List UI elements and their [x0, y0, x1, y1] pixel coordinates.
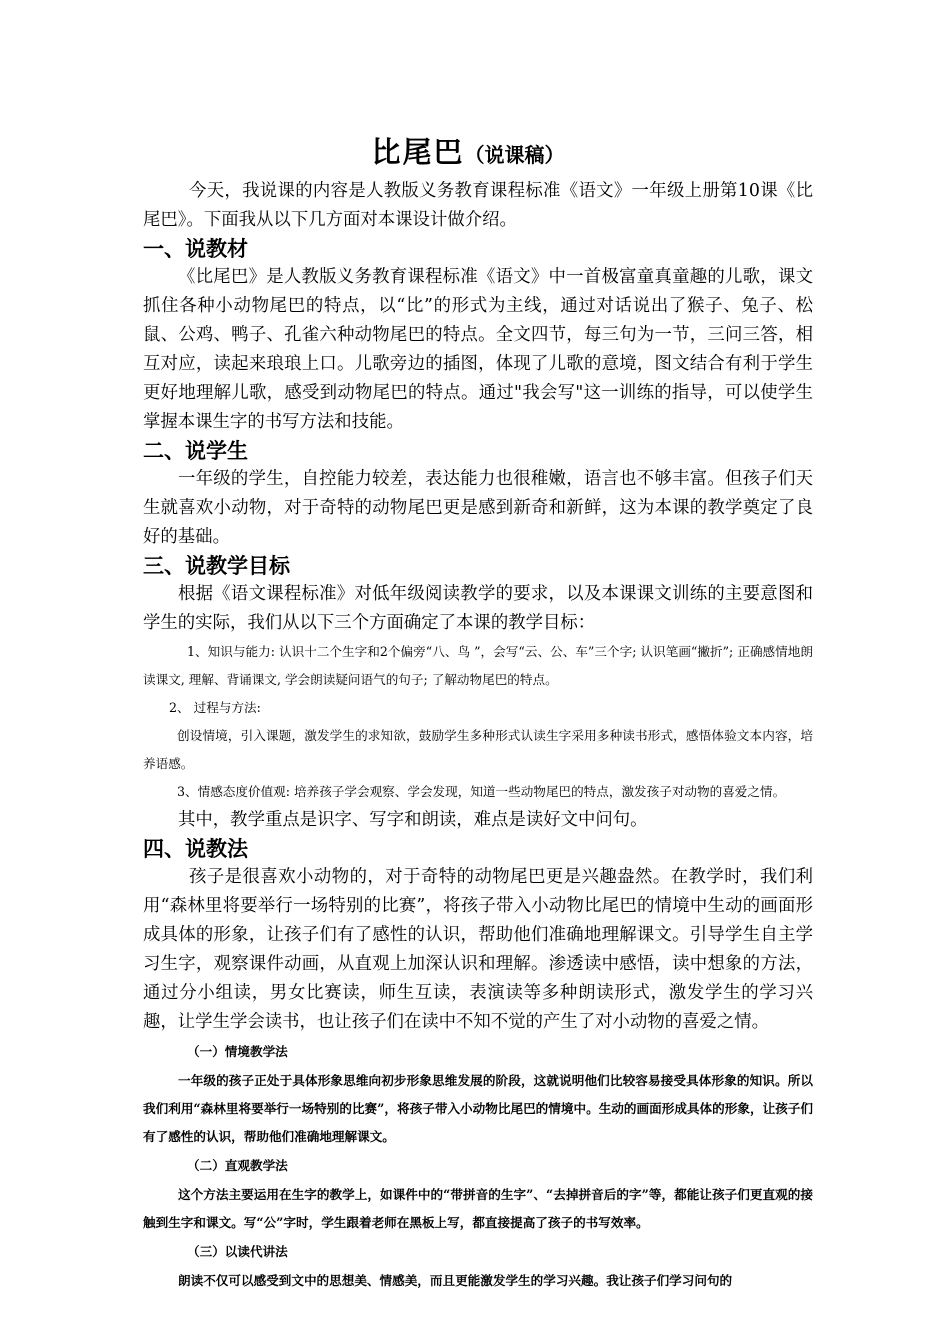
method-label-reading: （三）以读代讲法 [187, 1244, 288, 1259]
section-text-materials: 《比尾巴》是人教版义务教育课程标准《语文》中一首极富童真童趣的儿歌，课文抓住各种小动物尾巴的特点，以“比”的形式为主线，通过对话说出了猴子、兔子、松鼠、公鸡、鸭子、孔雀六种动物尾巴的特点。全文四节，每三句为一节，三问三答，相互对应，读起来琅琅上口。儿歌旁边的插图，体现了儿歌的意境，图文结合有利于学生更好地理解儿歌，感受到动物尾巴的特点。通过"我会写"这一训练的指导，可以使学生掌握本课生字的书写方法和技能。 [143, 267, 813, 432]
method-text-reading: 朗读不仅可以感受到文中的思想美、情感美，而且更能激发学生的学习兴趣。我让孩子们学习问句的 [178, 1273, 733, 1288]
title-row [143, 130, 813, 171]
section-heading-goals: 三、说教学目标 [143, 553, 290, 578]
goal-knowledge-ability: 1、知识与能力: 认识十二个生字和2个偏旁“八、鸟 ”，会写“云、公、车”三个字; 认识笔画“撇折”; 正确感情地朗读课文, 理解、背诵课文, 学会朗读疑问语气的句子; 了解动物尾巴的特点。 [143, 644, 813, 687]
method-text-situational: 一年级的孩子正处于具体形象思维向初步形象思维发展的阶段，这就说明他们比较容易接受具体形象的知识。所以我们利用“森林里将要举行一场特别的比赛”，将孩子带入小动物比尾巴的情境中。生动的画面形成具体的形象，让孩子们有了感性的认识，帮助他们准确地理解课文。 [143, 1073, 813, 1144]
goal-emotion-values: 3、情感态度价值观: 培养孩子学会观察、学会发现，知道一些动物尾巴的特点，激发孩子对动物的喜爱之情。 [177, 784, 786, 799]
section-heading-materials: 一、说教材 [143, 236, 248, 261]
section-heading-students: 二、说学生 [143, 438, 248, 463]
section-heading-methods: 四、说教法 [143, 836, 248, 861]
page-title: 比尾巴 [371, 135, 465, 169]
section-text-methods: 孩子是很喜欢小动物的，对于奇特的动物尾巴更是兴趣盎然。在教学时，我们利用“森林里将要举行一场特别的比赛”，将孩子带入小动物比尾巴的情境中生动的画面形成具体的形象，让孩子们有了感性的认识，帮助他们准确地理解课文。引导学生自主学习生字，观察课件动画，从直观上加深认识和理解。渗透读中感悟，读中想象的方法，通过分小组读，男女比赛读，师生互读，表演读等多种朗读形式，激发学生的学习兴趣，让学生学会读书，也让孩子们在读中不知不觉的产生了对小动物的喜爱之情。 [143, 867, 813, 1032]
method-label-situational: （一）情境教学法 [187, 1044, 288, 1059]
method-text-visual: 这个方法主要运用在生字的教学上，如课件中的“带拼音的生字”、“去掉拼音后的字”等，都能让孩子们更直观的接触到生字和课文。写“公”字时，学生跟着老师在黑板上写，都直接提高了孩子的书写效率。 [143, 1187, 813, 1230]
method-label-visual: （二）直观教学法 [187, 1158, 288, 1173]
goal-process-method-label: 2、 过程与方法: [169, 700, 261, 715]
section-text-goals: 根据《语文课程标准》对低年级阅读教学的要求，以及本课课文训练的主要意图和学生的实际，我们从以下三个方面确定了本课的教学目标： [143, 584, 813, 633]
goals-summary: 其中，教学重点是识字、写字和朗读，难点是读好文中问句。 [178, 810, 648, 830]
goal-process-method-text: 创设情境，引入课题，激发学生的求知欲，鼓励学生多种形式认读生字采用多种读书形式，感悟体验文本内容，培养语感。 [143, 728, 813, 771]
page-subtitle: （说课稿） [464, 143, 565, 167]
document-body [143, 130, 813, 1295]
intro-paragraph: 今天，我说课的内容是人教版义务教育课程标准《语文》一年级上册第10课《比尾巴》。下面我从以下几方面对本课设计做介绍。 [143, 181, 813, 230]
section-text-students: 一年级的学生，自控能力较差，表达能力也很稚嫩，语言也不够丰富。但孩子们天生就喜欢小动物，对于奇特的动物尾巴更是感到新奇和新鲜，这为本课的教学奠定了良好的基础。 [143, 469, 813, 547]
